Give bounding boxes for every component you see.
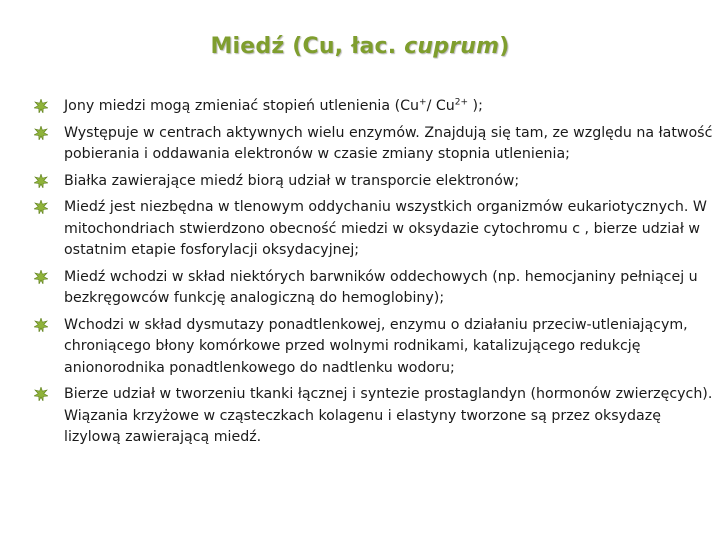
bullet-text-1 xyxy=(64,98,483,114)
bullet-item-2 xyxy=(34,123,716,166)
title-latin-text: cuprum xyxy=(404,34,500,59)
green-starburst-bullet-icon xyxy=(34,387,48,401)
bullet-item-5 xyxy=(34,267,716,310)
bullet-text-6: Wchodzi w skład dysmutazy ponadtlenkowej, enzymu o działaniu przeciw-utleniającym, chroniącego błony komórkowe przed wolnymi rodnikami, katalizującego redukcję anionorodnika ponadtlenkowego do nadtlenku wodoru; xyxy=(64,316,688,376)
bullet-item-1 xyxy=(34,96,716,118)
green-starburst-bullet-icon xyxy=(34,174,48,188)
bullet-text-4: Miedź jest niezbędna w tlenowym oddychaniu wszystkich organizmów eukariotycznych. W mitochondriach stwierdzono obecność miedzi w oksydazie cytochromu c , bierze udział w ostatnim etapie fosforylacji oksydacyjnej; xyxy=(64,199,707,258)
green-starburst-bullet-icon xyxy=(34,318,48,332)
bullet-text-5: Miedź wchodzi w skład niektórych barwników oddechowych (np. hemocjaniny pełniącej u bezkręgowców funkcję analogiczną do hemoglobiny); xyxy=(64,268,698,306)
bullet-item-7 xyxy=(34,384,716,449)
bullet-1-sup-plus: + xyxy=(419,97,427,108)
green-starburst-bullet-icon xyxy=(34,99,48,113)
bullet-1-part-b: / Cu xyxy=(426,98,455,114)
bullet-text-3: Białka zawierające miedź biorą udział w transporcie elektronów; xyxy=(64,172,520,189)
bullet-text-7: Bierze udział w tworzeniu tkanki łącznej i syntezie prostaglandyn (hormonów zwierzęcych). Wiązania krzyżowe w cząsteczkach kolagenu i elastyny tworzone są przez oksydazę lizylową zawierającą miedź. xyxy=(64,386,713,445)
bullet-1-part-c: ); xyxy=(468,98,483,114)
bullet-item-3 xyxy=(34,171,716,193)
bullet-item-6 xyxy=(34,315,716,380)
green-starburst-bullet-icon xyxy=(34,126,48,140)
slide-title xyxy=(0,34,720,59)
green-starburst-bullet-icon xyxy=(34,270,48,284)
bullet-list xyxy=(34,96,716,454)
title-main-text: Miedź (Cu, łac. xyxy=(210,34,405,59)
bullet-item-4 xyxy=(34,197,716,262)
bullet-1-part-a: Jony miedzi mogą zmieniać stopień utlenienia (Cu xyxy=(64,98,420,114)
bullet-1-sup-2plus: 2+ xyxy=(454,97,469,108)
title-end-text: ) xyxy=(499,34,510,59)
bullet-text-2: Występuje w centrach aktywnych wielu enzymów. Znajdują się tam, ze względu na łatwość pobierania i oddawania elektronów w czasie zmiany stopnia utlenienia; xyxy=(64,124,713,162)
green-starburst-bullet-icon xyxy=(34,200,48,214)
